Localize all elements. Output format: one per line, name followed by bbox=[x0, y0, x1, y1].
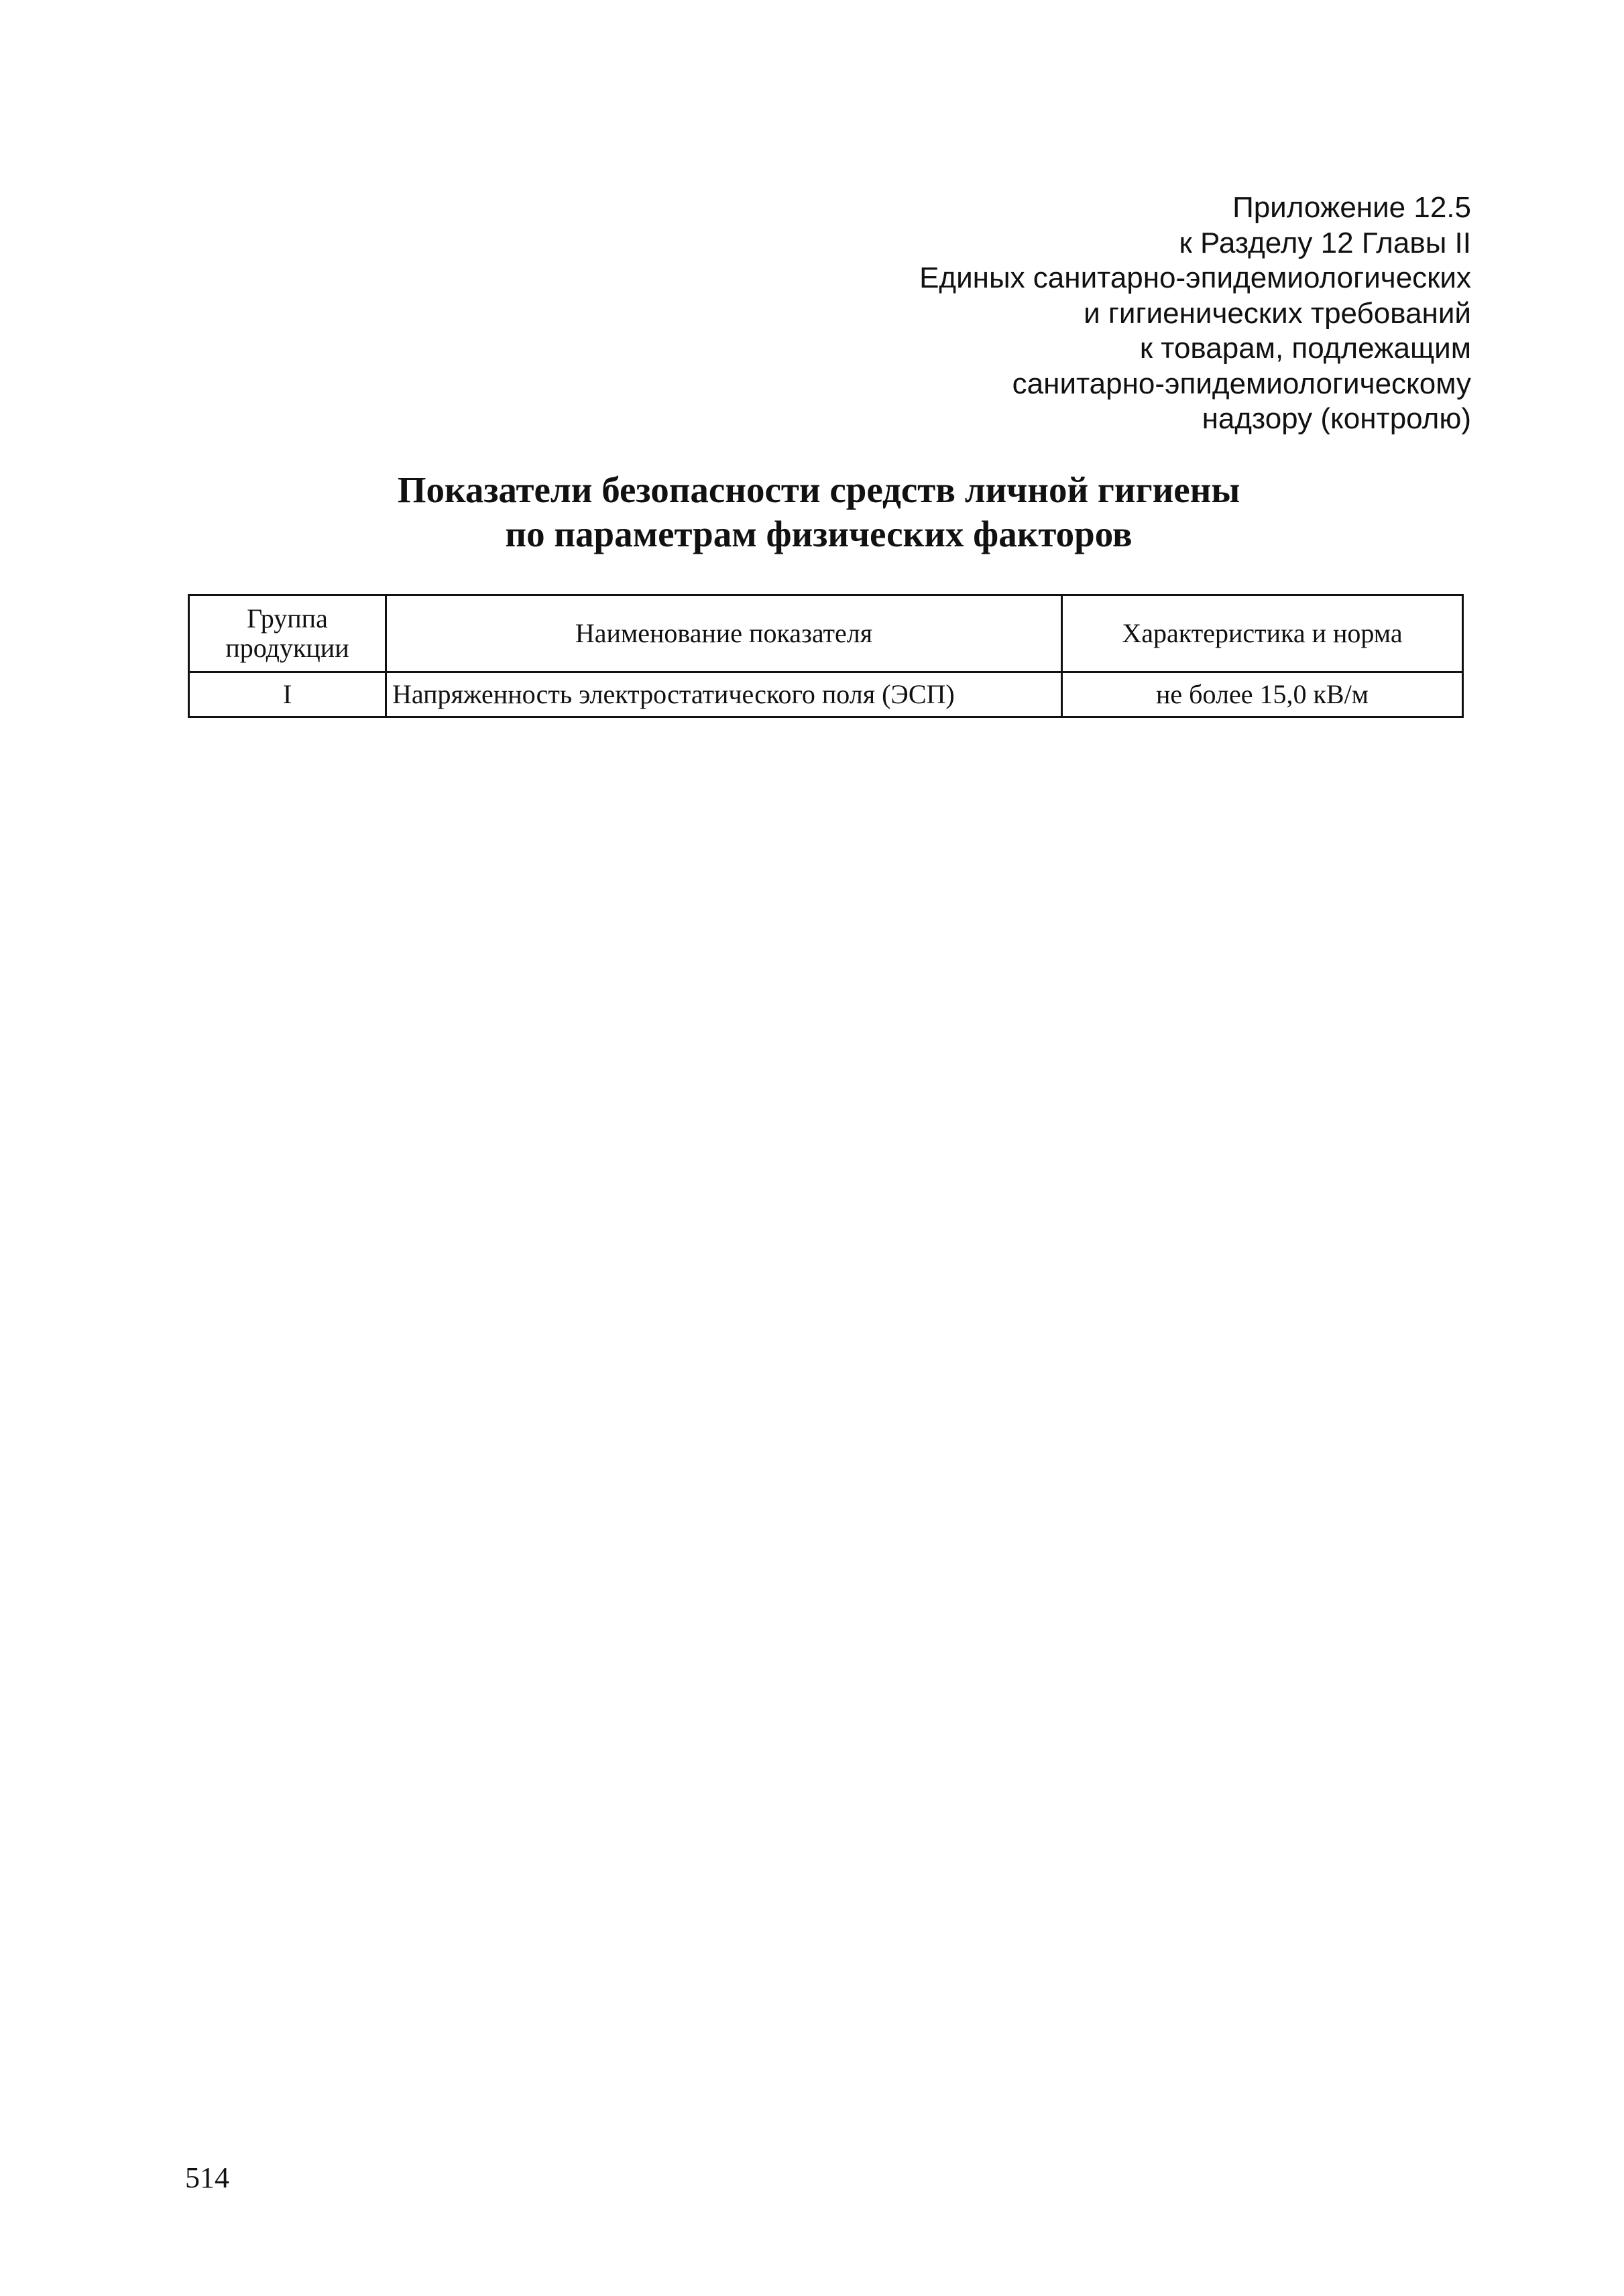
appendix-reference bbox=[666, 190, 1471, 437]
safety-indicators-table bbox=[188, 594, 1464, 718]
header-product-group bbox=[189, 595, 386, 672]
header-indicator-name: Наименование показателя bbox=[386, 595, 1062, 672]
appendix-line: Единых санитарно-эпидемиологических bbox=[919, 261, 1471, 294]
cell-product-group: I bbox=[189, 672, 386, 717]
cell-characteristic-norm: не более 15,0 кВ/м bbox=[1062, 672, 1463, 717]
appendix-line: санитарно-эпидемиологическому bbox=[1012, 367, 1471, 400]
cell-indicator-name: Напряженность электростатического поля (ЭСП) bbox=[386, 672, 1062, 717]
page-number: 514 bbox=[185, 2161, 229, 2194]
document-title-line-2: по параметрам физических факторов bbox=[505, 513, 1133, 554]
appendix-line: к товарам, подлежащим bbox=[1139, 332, 1471, 365]
header-characteristic-norm: Характеристика и норма bbox=[1062, 595, 1463, 672]
table-row bbox=[189, 672, 1463, 717]
appendix-line: и гигиенических требований bbox=[1084, 296, 1471, 330]
appendix-line: Приложение 12.5 bbox=[1232, 191, 1471, 224]
appendix-line: надзору (контролю) bbox=[1202, 402, 1471, 435]
table-header-row bbox=[189, 595, 1463, 672]
header-product-group-line-2: продукции bbox=[225, 633, 349, 663]
document-title bbox=[0, 468, 1624, 556]
header-product-group-line-1: Группа bbox=[247, 603, 328, 633]
appendix-line: к Разделу 12 Главы II bbox=[1179, 226, 1471, 259]
document-title-line-1: Показатели безопасности средств личной гигиены bbox=[397, 469, 1240, 510]
